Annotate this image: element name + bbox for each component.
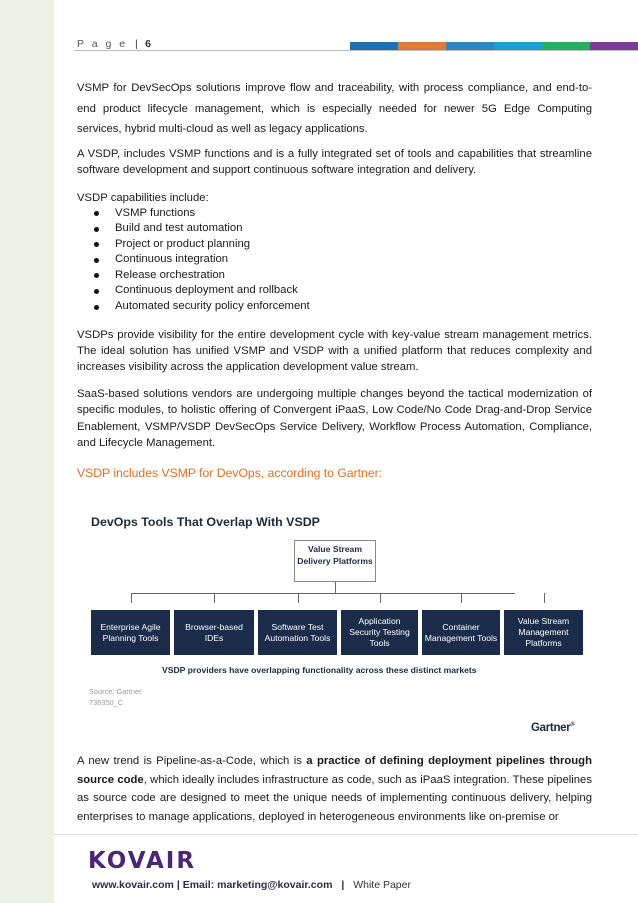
connector-line <box>214 593 215 603</box>
capability-item <box>94 268 592 284</box>
paragraph-vsdp-definition: A VSDP, includes VSMP functions and is a fully integrated set of tools and capabilities that streamline software development and support continuous software integration and delivery. <box>77 147 592 176</box>
connector-line <box>298 593 299 603</box>
left-margin-band <box>0 0 54 903</box>
gartner-diagram <box>77 500 592 740</box>
footer-separator: | <box>341 879 345 891</box>
page-label: P a g e <box>77 38 128 50</box>
bullet-icon <box>94 211 99 216</box>
source-label: Source: Gartner <box>89 687 142 696</box>
diagram-caption: VSDP providers have overlapping functionality across these distinct markets <box>162 665 477 675</box>
header-rule <box>74 50 638 51</box>
tool-category-box: Browser-based IDEs <box>174 610 254 655</box>
capability-item <box>94 237 592 253</box>
paragraph-pipeline-as-code <box>77 752 592 826</box>
capability-label: Automated security policy enforcement <box>115 300 310 313</box>
bullet-icon <box>94 258 99 263</box>
pipeline-text-bold: a practice of defining deployment pipelines through source code <box>77 755 592 786</box>
tool-category-box: Value Stream Management Platforms <box>504 610 583 655</box>
capabilities-intro: VSDP capabilities include: <box>77 191 209 204</box>
connector-line <box>544 593 545 603</box>
footer-rule <box>54 834 638 835</box>
source-ref: 736350_C <box>89 698 124 707</box>
footer-doc-type: White Paper <box>353 879 411 891</box>
gartner-brand-mark: ® <box>570 722 575 728</box>
page-number-label <box>77 38 151 50</box>
paragraph-vsdp-visibility: VSDPs provide visibility for the entire development cycle with key-value stream management metrics. The ideal solution has unified VSMP and VSDP with a unified platform that reduces complexity and increases visibility across the application development value stream. <box>77 328 592 373</box>
capability-label: VSMP functions <box>115 206 196 219</box>
page-number: 6 <box>145 38 152 50</box>
gartner-subheading: VSDP includes VSMP for DevOps, according to Gartner: <box>77 465 383 480</box>
capability-label: Release orchestration <box>115 268 225 281</box>
capability-label: Continuous deployment and rollback <box>115 284 298 297</box>
gartner-logo <box>531 722 575 734</box>
diagram-source <box>89 686 142 708</box>
gartner-brand: Gartner <box>531 722 571 734</box>
connector-line <box>461 593 462 603</box>
bullet-icon <box>94 289 99 294</box>
capability-item <box>94 206 592 222</box>
paragraph-saas-vendors: SaaS-based solutions vendors are undergoing multiple changes beyond the tactical modernization of specific modules, to holistic offering of Convergent iPaaS, Low Code/No Code Drag-and-Drop Service Enablement, VSMP/VSDP DevSecOps Service Delivery, Workflow Process Automation, Compliance, and Lifecycle Management. <box>77 387 592 450</box>
tool-category-box: Software Test Automation Tools <box>258 610 337 655</box>
footer-website: www.kovair.com <box>92 879 174 891</box>
kovair-logo: KOVAIR <box>88 848 197 874</box>
vsdp-top-box: Value Stream Delivery Platforms <box>294 540 376 582</box>
capability-item <box>94 299 592 315</box>
bullet-icon <box>94 227 99 232</box>
tool-category-box: Application Security Testing Tools <box>341 610 418 655</box>
connector-line <box>131 593 132 603</box>
capability-label: Build and test automation <box>115 222 243 235</box>
tool-category-box: Container Management Tools <box>422 610 500 655</box>
footer-contact <box>92 879 411 891</box>
capability-item <box>94 221 592 237</box>
connector-line <box>132 593 515 594</box>
bullet-icon <box>94 273 99 278</box>
capabilities-list <box>94 206 592 315</box>
capability-label: Project or product planning <box>115 237 251 250</box>
paragraph-vsmp-devsecops: VSMP for DevSecOps solutions improve flow and traceability, with process compliance, and end-to-end product lifecycle management, which is especially needed for newer 5G Edge Computing services, hybrid multi-cloud as well as legacy applications. <box>77 82 592 135</box>
bullet-icon <box>94 305 99 310</box>
connector-line <box>380 593 381 603</box>
connector-line <box>335 582 336 593</box>
page-separator: | <box>135 38 138 50</box>
pipeline-text-start: A new trend is Pipeline-as-a-Code, which is <box>77 755 307 767</box>
capability-item <box>94 252 592 268</box>
footer-pipe: | <box>176 879 183 891</box>
bullet-icon <box>94 242 99 247</box>
capability-label: Continuous integration <box>115 253 229 266</box>
capability-item <box>94 283 592 299</box>
tool-category-box: Enterprise Agile Planning Tools <box>91 610 170 655</box>
diagram-title: DevOps Tools That Overlap With VSDP <box>91 515 320 529</box>
pipeline-text-end: , which ideally includes infrastructure as code, such as iPaaS integration. These pipelines as source code are designed to meet the unique needs of implementing continuous delivery, helping enterprises to manage applications, deployed in heterogeneous environments like on-premise or <box>77 773 592 823</box>
main-content <box>77 78 592 483</box>
footer-email: Email: marketing@kovair.com <box>182 879 333 891</box>
